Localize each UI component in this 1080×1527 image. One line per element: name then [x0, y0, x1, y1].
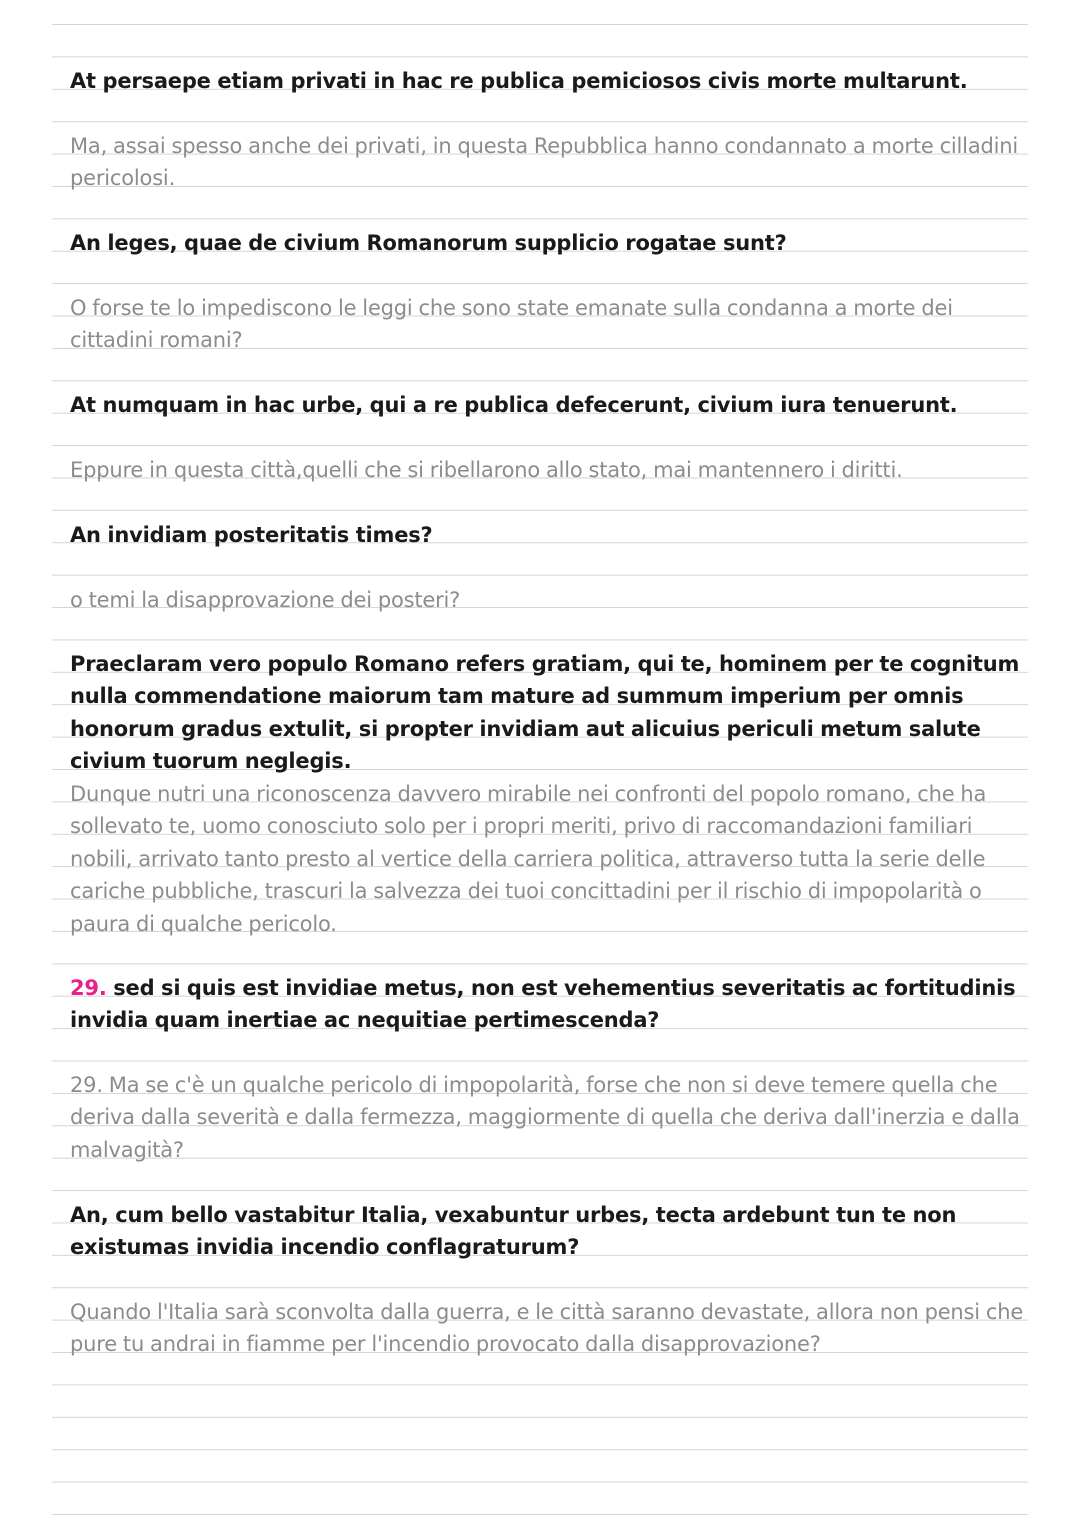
latin-sentence-7: An, cum bello vastabitur Italia, vexabuntur urbes, tecta ardebunt tun te non existumas invidia incendio conflagraturum? [70, 1203, 957, 1260]
italian-translation-7: Quando l'Italia sarà sconvolta dalla guerra, e le città saranno devastate, allora non pensi che pure tu andrai in fiamme per l'incendio provocato dalla disapprovazione? [70, 1300, 1024, 1357]
latin-sentence-3: At numquam in hac urbe, qui a re publica defecerunt, civium iura tenuerunt. [70, 393, 958, 417]
italian-translation-2: O forse te lo impediscono le leggi che sono state emanate sulla condanna a morte dei cittadini romani? [70, 296, 953, 353]
italian-translation-5: Dunque nutri una riconoscenza davvero mirabile nei confronti del popolo romano, che ha sollevato te, uomo conosciuto solo per i propri meriti, privo di raccomandazioni familiari nobili, arrivato tanto presto al vertice della carriera politica, attraverso tutta la serie delle cariche pubbliche, trascuri la salvezza dei tuoi concittadini per il rischio di impopolarità o paura di qualche pericolo. [70, 782, 987, 936]
italian-translation-4: o temi la disapprovazione dei posteri? [70, 588, 461, 612]
latin-sentence-1: At persaepe etiam privati in hac re publica pemiciosos civis morte multarunt. [70, 69, 968, 93]
latin-sentence-4: An invidiam posteritatis times? [70, 523, 433, 547]
latin-sentence-5: Praeclaram vero populo Romano refers gratiam, qui te, hominem per te cognitum nulla commendatione maiorum tam mature ad summum imperium per omnis honorum gradus extulit, si propter invidiam aut alicuius periculi metum salute civium tuorum neglegis. [70, 652, 1020, 774]
latin-sentence-6-text: sed si quis est invidiae metus, non est vehementius severitatis ac fortitudinis invidia quam inertiae ac nequitiae pertimescenda? [70, 976, 1016, 1033]
italian-translation-3: Eppure in questa città,quelli che si ribellarono allo stato, mai mantennero i diritti. [70, 458, 903, 482]
italian-translation-6: 29. Ma se c'è un qualche pericolo di impopolarità, forse che non si deve temere quella che deriva dalla severità e dalla fermezza, maggiormente di quella che deriva dall'inerzia e dalla malvagità? [70, 1073, 1020, 1162]
italian-translation-1: Ma, assai spesso anche dei privati, in questa Repubblica hanno condannato a morte cilladini pericolosi. [70, 134, 1018, 191]
section-number: 29. [70, 976, 107, 1000]
latin-sentence-6 [70, 972, 1030, 1037]
latin-sentence-2: An leges, quae de civium Romanorum supplicio rogatae sunt? [70, 231, 787, 255]
